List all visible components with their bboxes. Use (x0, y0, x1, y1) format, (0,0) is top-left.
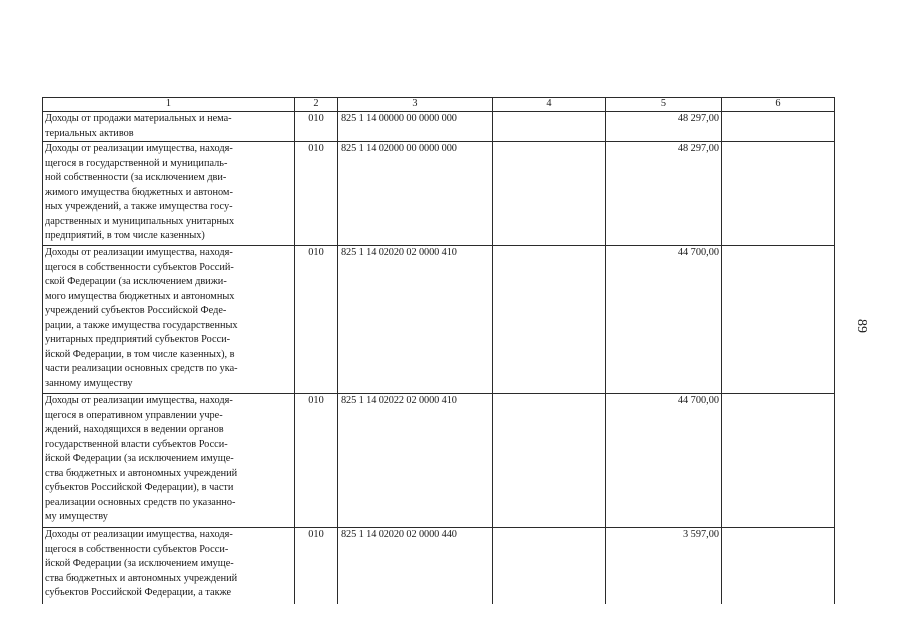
row-col4-cell (493, 112, 606, 142)
header-cell: 1 (43, 98, 295, 112)
row-amount-cell: 44 700,00 (606, 246, 722, 394)
row-name-line: йской Федерации (за исключением имуще- (45, 453, 234, 464)
row-code-cell: 010 (295, 394, 338, 528)
row-code-cell: 010 (295, 142, 338, 246)
row-name-line: мого имущества бюджетных и автономных (45, 290, 235, 302)
row-name-line: учреждений субъектов Российской Феде- (45, 305, 227, 316)
row-code-cell: 010 (295, 246, 338, 394)
row-name-line: Доходы от реализации имущества, находя- (45, 143, 233, 154)
row-code-cell: 010 (295, 112, 338, 142)
table-row (43, 112, 835, 142)
row-name-line: щегося в оперативном управлении учре- (45, 409, 223, 421)
row-col4-cell (493, 142, 606, 246)
row-name-line: Доходы от реализации имущества, находя- (45, 529, 233, 540)
row-name-line: субъектов Российской Федерации), в части (45, 482, 234, 493)
row-name-cell (43, 528, 295, 604)
row-col6-cell (722, 142, 835, 246)
row-name-line: йской Федерации, в том числе казенных), в (45, 348, 235, 360)
row-kbk-cell: 825 1 14 02020 02 0000 440 (338, 528, 493, 604)
row-amount-cell: 3 597,00 (606, 528, 722, 604)
row-name-line: жимого имущества бюджетных и автоном- (45, 186, 233, 198)
row-name-line: ждений, находящихся в ведении органов (45, 424, 224, 435)
row-col4-cell (493, 528, 606, 604)
table-row (43, 528, 835, 604)
row-name-line: унитарных предприятий субъектов Росси- (45, 334, 231, 345)
row-name-line: Доходы от реализации имущества, находя- (45, 247, 233, 258)
row-kbk-cell: 825 1 14 00000 00 0000 000 (338, 112, 493, 142)
row-name-line: государственной власти субъектов Росси- (45, 438, 228, 450)
row-kbk-cell: 825 1 14 02000 00 0000 000 (338, 142, 493, 246)
row-name-cell (43, 112, 295, 142)
row-name-cell (43, 246, 295, 394)
row-col4-cell (493, 246, 606, 394)
table-row (43, 142, 835, 246)
row-name-line: реализации основных средств по указанно- (45, 496, 236, 508)
row-name-cell (43, 142, 295, 246)
row-name-line: части реализации основных средств по ука- (45, 363, 238, 374)
row-code-cell: 010 (295, 528, 338, 604)
row-name-line: териальных активов (45, 127, 134, 139)
row-name-line: рации, а также имущества государственных (45, 319, 238, 331)
row-amount-cell: 48 297,00 (606, 112, 722, 142)
row-name-line: йской Федерации (за исключением имуще- (45, 558, 234, 569)
row-name-line: щегося в собственности субъектов Россий- (45, 261, 234, 273)
row-name-line: ных учреждений, а также имущества госу- (45, 201, 233, 212)
row-name-line: ства бюджетных и автономных учреждений (45, 572, 238, 584)
table-header-row (43, 98, 835, 112)
row-name-line: щегося в собственности субъектов Росси- (45, 543, 229, 555)
row-col6-cell (722, 112, 835, 142)
row-name-line: Доходы от реализации имущества, находя- (45, 395, 233, 406)
row-amount-cell: 48 297,00 (606, 142, 722, 246)
row-name-cell (43, 394, 295, 528)
row-col6-cell (722, 394, 835, 528)
row-kbk-cell: 825 1 14 02022 02 0000 410 (338, 394, 493, 528)
row-col6-cell (722, 246, 835, 394)
header-cell: 6 (722, 98, 835, 112)
row-name-line: предприятий, в том числе казенных) (45, 230, 205, 241)
page-number: 89 (854, 319, 869, 333)
row-name-line: щегося в государственной и муниципаль- (45, 157, 228, 169)
header-cell: 4 (493, 98, 606, 112)
header-cell: 3 (338, 98, 493, 112)
row-name-line: дарственных и муниципальных унитарных (45, 215, 235, 227)
header-cell: 2 (295, 98, 338, 112)
row-name-line: занному имуществу (45, 377, 133, 389)
row-name-line: му имуществу (45, 511, 108, 522)
row-name-line: субъектов Российской Федерации, а также (45, 587, 232, 598)
row-col4-cell (493, 394, 606, 528)
row-name-line: ства бюджетных и автономных учреждений (45, 467, 238, 479)
table-row (43, 246, 835, 394)
revenue-table (42, 97, 835, 604)
table-row (43, 394, 835, 528)
header-cell: 5 (606, 98, 722, 112)
row-col6-cell (722, 528, 835, 604)
row-amount-cell: 44 700,00 (606, 394, 722, 528)
row-kbk-cell: 825 1 14 02020 02 0000 410 (338, 246, 493, 394)
row-name-line: Доходы от продажи материальных и нема- (45, 113, 232, 124)
row-name-line: ской Федерации (за исключением движи- (45, 276, 227, 287)
row-name-line: ной собственности (за исключением дви- (45, 172, 227, 183)
